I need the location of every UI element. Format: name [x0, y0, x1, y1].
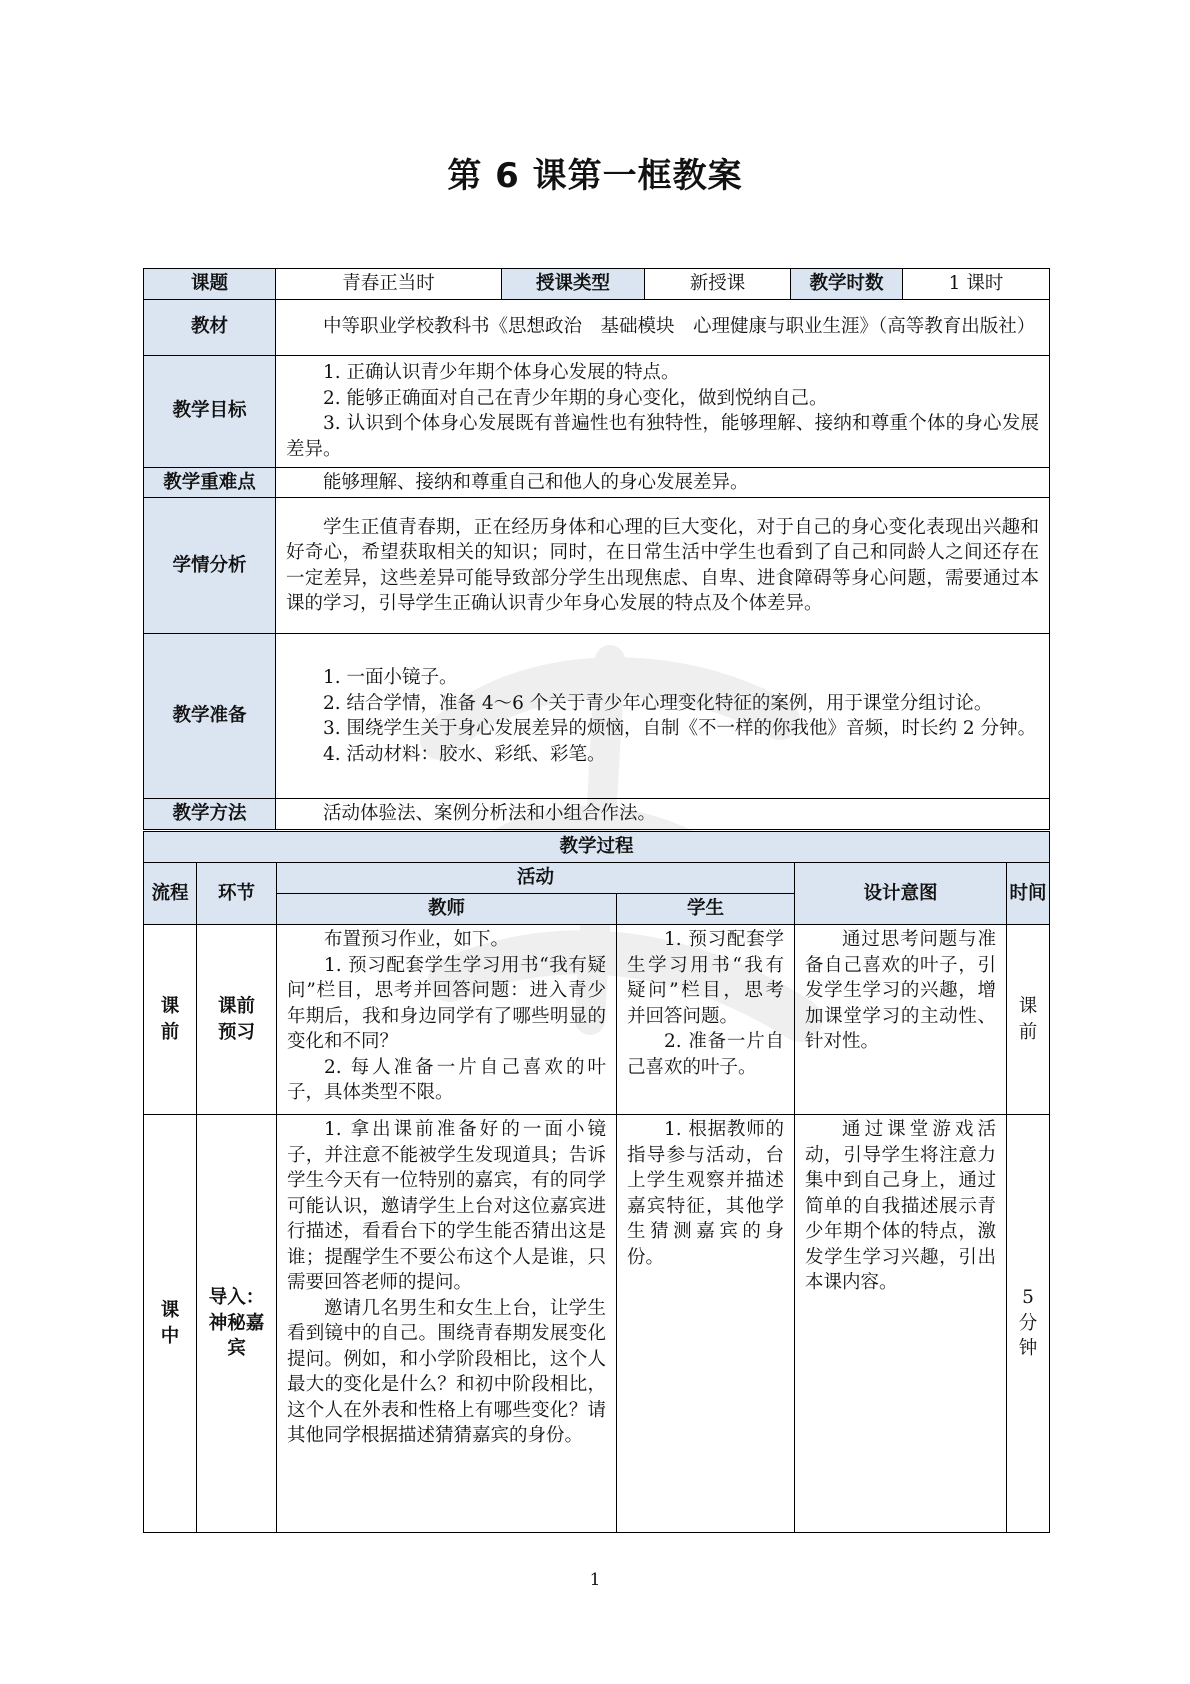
hours-label: 教学时数	[791, 269, 903, 300]
goal-item: 2. 能够正确面对自己在青少年期的身心变化，做到悦纳自己。	[323, 387, 828, 409]
lesson-type-label: 授课类型	[502, 269, 645, 300]
topic-value: 青春正当时	[276, 269, 502, 300]
lesson-type-value: 新授课	[645, 269, 791, 300]
design-intent: 通过思考问题与准备自己喜欢的叶子，引发学生学习的兴趣，增加课堂学习的主动性、针对性。	[795, 925, 1007, 1115]
process-heading: 教学过程	[144, 832, 1050, 863]
hours-value: 1 课时	[903, 269, 1050, 300]
textbook-label: 教材	[144, 299, 276, 355]
stage-header: 环节	[197, 863, 277, 925]
stage-cell: 课前预习	[197, 925, 277, 1115]
teacher-activity: 1. 拿出课前准备好的一面小镜子，并注意不能被学生发现道具；告诉学生今天有一位特别的嘉宾，有的同学可能认识，邀请学生上台对这位嘉宾进行描述，看看台下的学生能否猜出这是谁；提醒学生不要公布这个人是谁，只需要回答老师的提问。 邀请几名男生和女生上台，让学生看到镜中的自己。围绕青春期发展变化提问。例如，和小学阶段相比，这个人最大的变化是什么？和初中阶段相比，这个人在外表和性格上有哪些变化？请其他同学根据描述猜猜嘉宾的身份。	[277, 1115, 617, 1533]
topic-label: 课题	[144, 269, 276, 300]
activity-header: 活动	[277, 863, 795, 894]
student-header: 学生	[617, 894, 795, 925]
time-cell: 课前	[1007, 925, 1050, 1115]
goals-label: 教学目标	[144, 355, 276, 467]
stage-cell: 导入：神秘嘉宾	[197, 1115, 277, 1533]
prep-item: 3. 围绕学生关于身心发展差异的烦恼，自制《不一样的你我他》音频，时长约 2 分钟。	[323, 718, 1037, 739]
lesson-info-table	[143, 268, 1050, 830]
page-title: 第 6 课第一框教案	[447, 156, 743, 196]
preparation-label: 教学准备	[144, 634, 276, 799]
intent-header: 设计意图	[795, 863, 1007, 925]
flow-cell: 课前	[144, 925, 197, 1115]
goal-item: 1. 正确认识青少年期个体身心发展的特点。	[323, 362, 680, 383]
preparation-list	[276, 634, 1050, 799]
teaching-process-table	[143, 831, 1050, 1533]
time-header: 时间	[1007, 863, 1050, 925]
time-cell: 5 分钟	[1007, 1115, 1050, 1533]
prep-item: 4. 活动材料：胶水、彩纸、彩笔。	[323, 743, 606, 765]
analysis-label: 学情分析	[144, 498, 276, 634]
prep-item: 1. 一面小镜子。	[323, 667, 458, 688]
flow-cell: 课中	[144, 1115, 197, 1533]
goal-item: 3. 认识到个体身心发展既有普遍性也有独特性，能够理解、接纳和尊重个体的身心发展差异。	[286, 413, 1039, 460]
method-value: 活动体验法、案例分析法和小组合作法。	[276, 799, 1050, 830]
table-row	[144, 925, 1050, 1115]
page-number: 1	[589, 1570, 601, 1590]
student-activity: 1. 预习配套学生学习用书“我有疑问”栏目，思考并回答问题。 2. 准备一片自己喜欢的叶子。	[617, 925, 795, 1115]
key-points-value: 能够理解、接纳和尊重自己和他人的身心发展差异。	[276, 467, 1050, 498]
goals-list	[276, 355, 1050, 467]
teacher-header: 教师	[277, 894, 617, 925]
student-activity: 1. 根据教师的指导参与活动，台上学生观察并描述嘉宾特征，其他学生猜测嘉宾的身份。	[617, 1115, 795, 1533]
key-points-label: 教学重难点	[144, 467, 276, 498]
teacher-activity: 布置预习作业，如下。 1. 预习配套学生学习用书“我有疑问”栏目，思考并回答问题：进入青少年期后，我和身边同学有了哪些明显的变化和不同？ 2. 每人准备一片自己喜欢的叶子，具体类型不限。	[277, 925, 617, 1115]
flow-header: 流程	[144, 863, 197, 925]
textbook-value: 中等职业学校教科书《思想政治 基础模块 心理健康与职业生涯》（高等教育出版社）	[276, 299, 1050, 355]
analysis-value: 学生正值青春期，正在经历身体和心理的巨大变化，对于自己的身心变化表现出兴趣和好奇心，希望获取相关的知识；同时，在日常生活中学生也看到了自己和同龄人之间还存在一定差异，这些差异可能导致部分学生出现焦虑、自卑、进食障碍等身心问题，需要通过本课的学习，引导学生正确认识青少年身心发展的特点及个体差异。	[276, 498, 1050, 634]
design-intent: 通过课堂游戏活动，引导学生将注意力集中到自己身上，通过简单的自我描述展示青少年期个体的特点，激发学生学习兴趣，引出本课内容。	[795, 1115, 1007, 1533]
table-row	[144, 1115, 1050, 1533]
prep-item: 2. 结合学情，准备 4～6 个关于青少年心理变化特征的案例，用于课堂分组讨论。	[323, 692, 993, 714]
method-label: 教学方法	[144, 799, 276, 830]
